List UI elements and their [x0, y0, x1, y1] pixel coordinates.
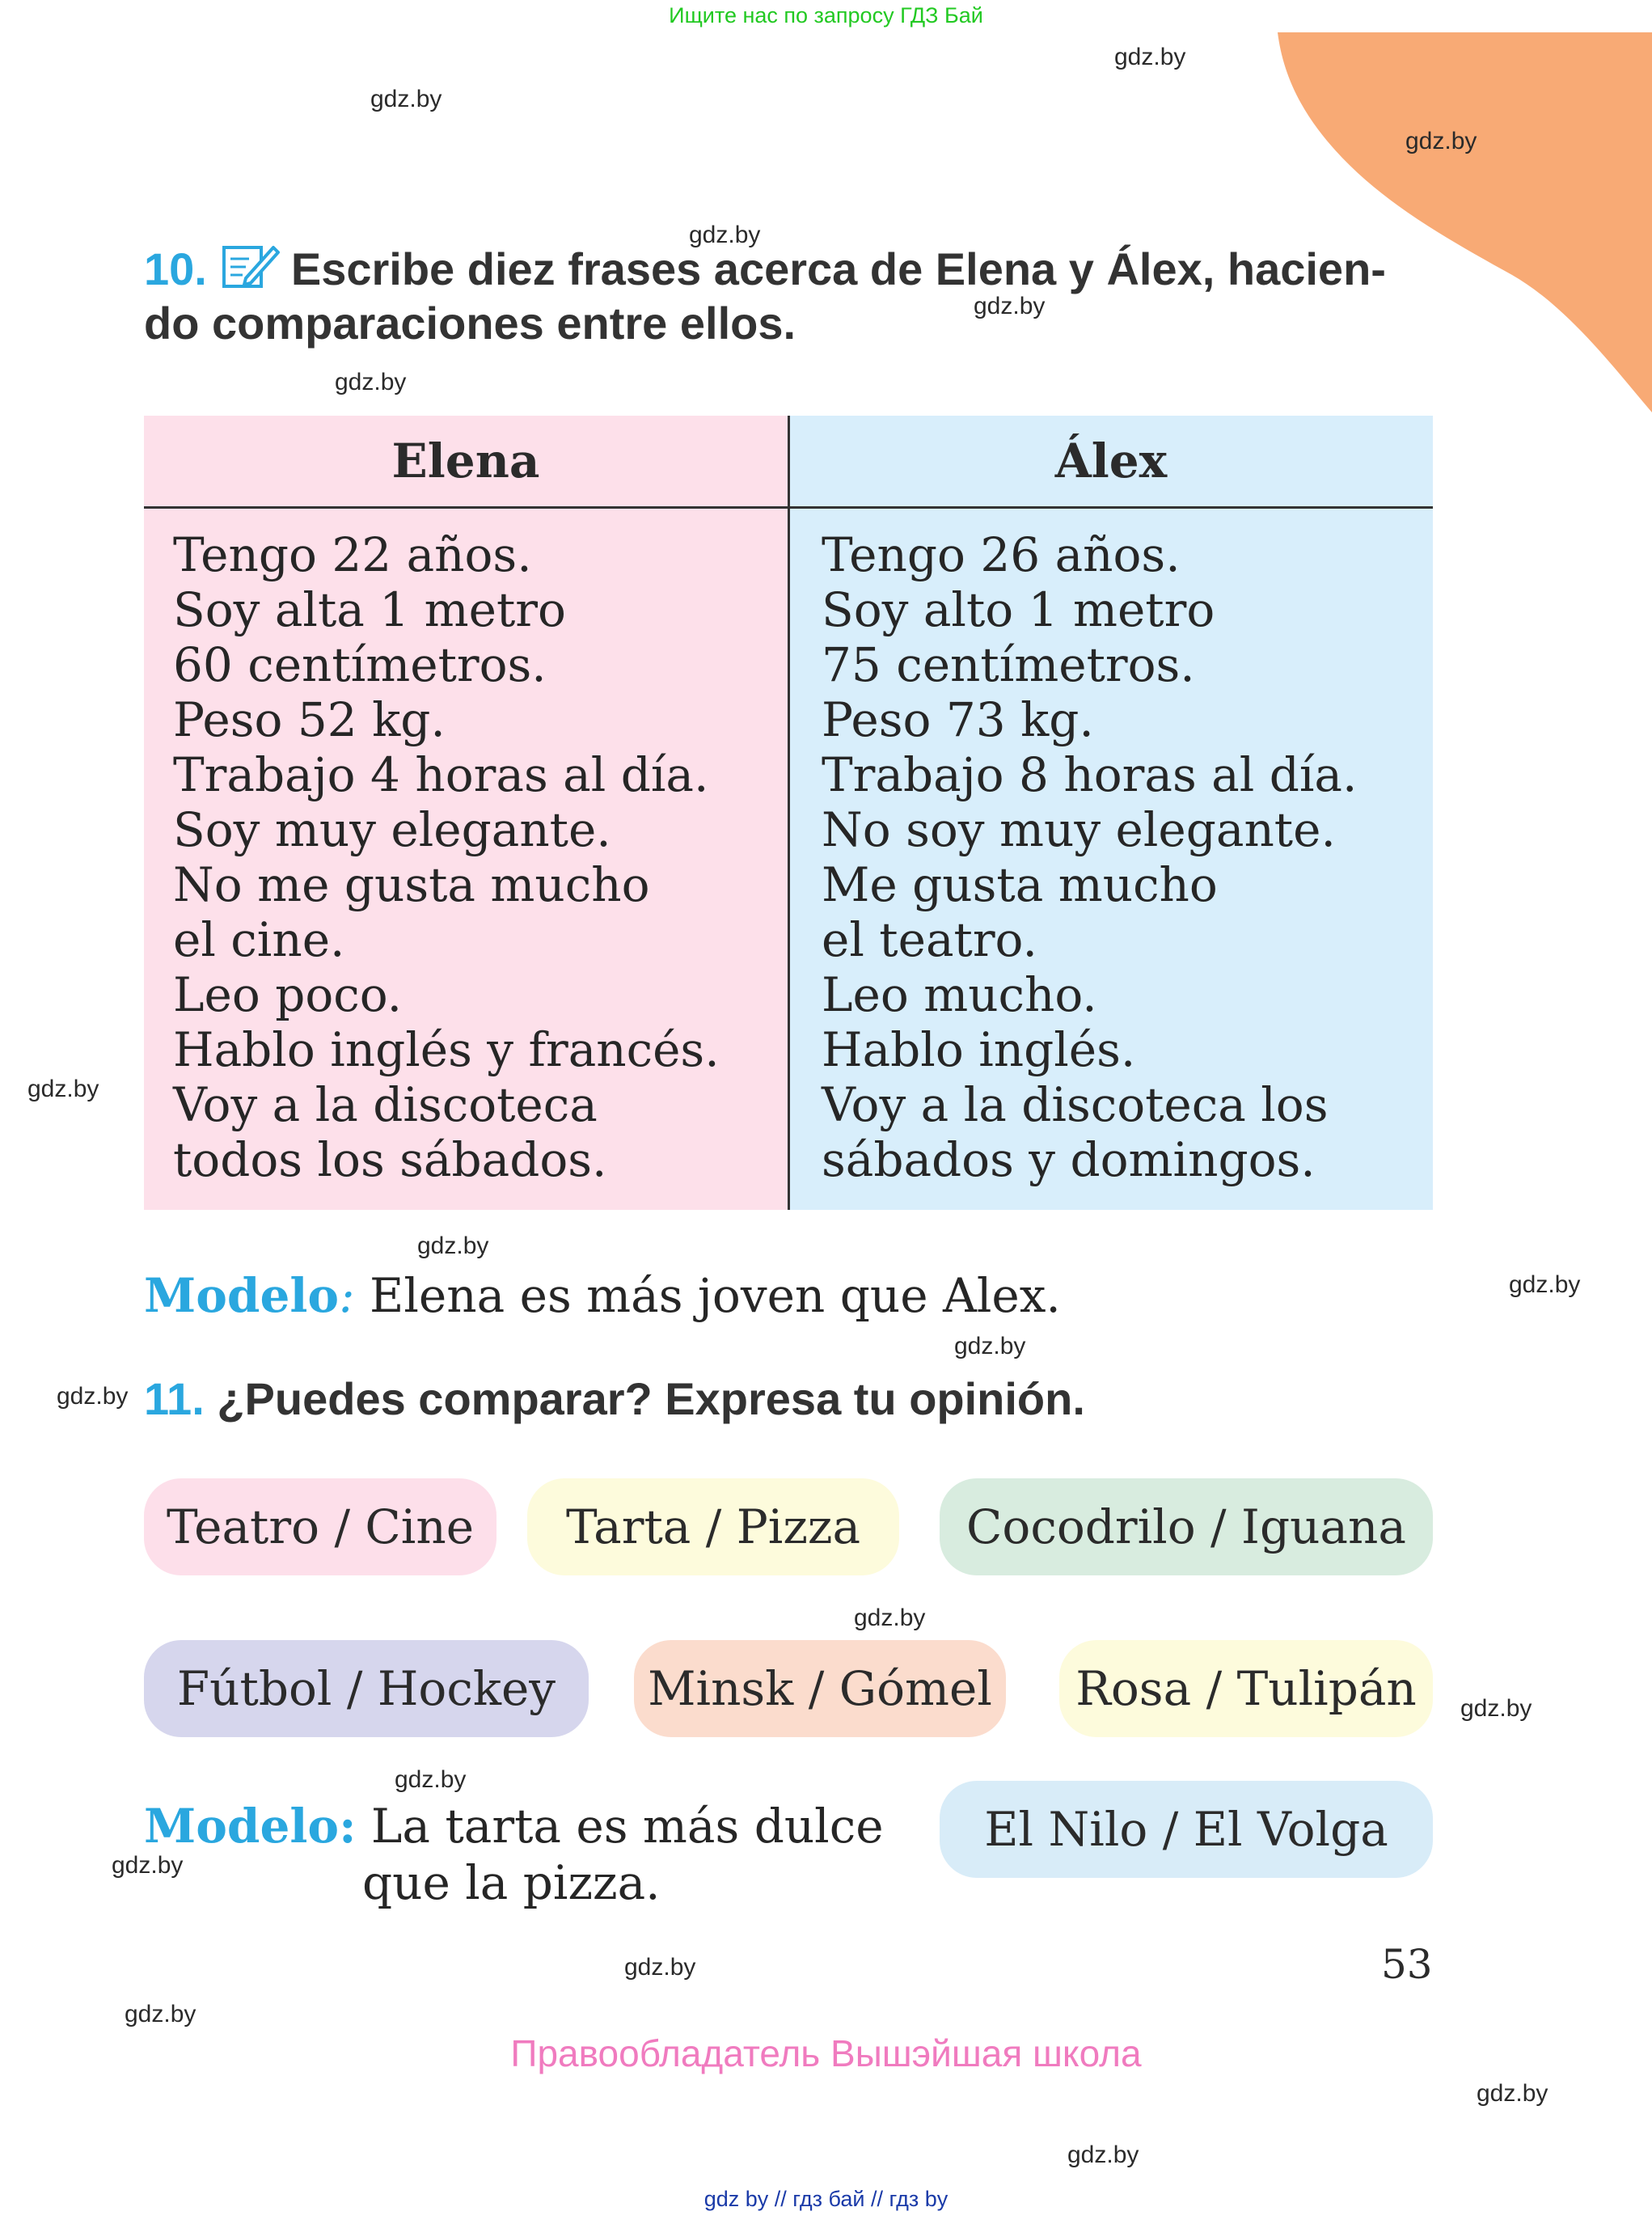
list-item: 60 centímetros. [173, 637, 547, 692]
alex-column [789, 416, 1433, 1210]
watermark: gdz.by [57, 1383, 129, 1410]
watermark: gdz.by [395, 1766, 467, 1793]
list-item: Me gusta mucho [822, 857, 1218, 912]
top-banner[interactable]: Ищите нас по запросу ГДЗ Бай [669, 3, 983, 27]
table-divider-horizontal [144, 506, 1433, 509]
list-item: Voy a la discoteca [173, 1077, 598, 1132]
watermark: gdz.by [1067, 2142, 1139, 2168]
exercise-10-text-line1: Escribe diez frases acerca de Elena y Álex, hacien- [290, 243, 1386, 294]
list-item: sábados y domingos. [822, 1132, 1316, 1187]
watermark: gdz.by [624, 1954, 696, 1981]
exercise-10-number: 10. [144, 243, 207, 294]
list-item: Hablo inglés y francés. [173, 1022, 720, 1077]
modelo-example-2 [144, 1799, 884, 1854]
exercise-11-text: ¿Puedes comparar? Expresa tu opinión. [217, 1373, 1085, 1424]
list-item: 75 centímetros. [822, 637, 1195, 692]
modelo-label: Modelo: [144, 1799, 357, 1854]
list-item: Leo poco. [173, 967, 403, 1022]
watermark: gdz.by [1460, 1695, 1532, 1722]
list-item: Tengo 22 años. [173, 527, 532, 582]
table-divider-vertical [788, 416, 790, 1210]
list-item: Leo mucho. [822, 967, 1097, 1022]
watermark: gdz.by [689, 222, 761, 248]
elena-column [144, 416, 788, 1210]
modelo-text-line2: que la pizza. [362, 1855, 661, 1910]
watermark: gdz.by [1509, 1271, 1581, 1298]
page-number: 53 [1381, 1941, 1433, 1988]
modelo-text: Elena es más joven que Alex. [354, 1268, 1061, 1323]
modelo-text-line1: La tarta es más dulce [356, 1799, 884, 1854]
list-item: Soy alto 1 metro [822, 582, 1215, 637]
elena-lines [173, 527, 720, 1187]
list-item: Peso 73 kg. [822, 692, 1094, 747]
exercise-11-title [144, 1372, 1085, 1427]
watermark: gdz.by [112, 1852, 184, 1879]
pill-teatro-cine: Teatro / Cine [144, 1478, 496, 1575]
watermark: gdz.by [370, 86, 442, 112]
pill-futbol-hockey: Fútbol / Hockey [144, 1640, 589, 1737]
list-item: Trabajo 8 horas al día. [822, 747, 1358, 802]
list-item: Hablo inglés. [822, 1022, 1136, 1077]
copyright-notice: Правообладатель Вышэйшая школа [510, 2032, 1142, 2074]
watermark: gdz.by [1405, 128, 1477, 154]
modelo-example-1 [144, 1268, 1061, 1323]
watermark: gdz.by [1114, 44, 1186, 70]
list-item: Trabajo 4 horas al día. [173, 747, 709, 802]
pill-tarta-pizza: Tarta / Pizza [527, 1478, 899, 1575]
elena-header: Elena [391, 433, 540, 488]
watermark: gdz.by [335, 369, 407, 395]
orange-corner-decoration [1278, 32, 1652, 421]
exercise-10-title-line1 [144, 241, 1386, 302]
list-item: el cine. [173, 912, 345, 967]
pill-minsk-gomel: Minsk / Gómel [634, 1640, 1006, 1737]
watermark: gdz.by [974, 293, 1046, 319]
list-item: Voy a la discoteca los [822, 1077, 1329, 1132]
list-item: No me gusta mucho [173, 857, 650, 912]
list-item: el teatro. [822, 912, 1037, 967]
watermark: gdz.by [1477, 2080, 1548, 2107]
exercise-10-text-line2: do comparaciones entre ellos. [144, 298, 796, 349]
watermark: gdz.by [125, 2001, 196, 2027]
modelo-label: Modelo [144, 1268, 340, 1323]
list-item: Soy muy elegante. [173, 802, 611, 857]
watermark: gdz.by [954, 1333, 1026, 1359]
pill-nilo-volga: El Nilo / El Volga [940, 1781, 1433, 1878]
comparison-table [144, 416, 1433, 1210]
exercise-11-number: 11. [144, 1373, 205, 1424]
list-item: todos los sábados. [173, 1132, 607, 1187]
alex-lines [822, 527, 1357, 1187]
watermark: gdz.by [854, 1605, 926, 1631]
alex-header: Álex [1054, 433, 1168, 488]
watermark: gdz.by [27, 1076, 99, 1102]
pencil-notepad-icon [222, 241, 280, 302]
list-item: Tengo 26 años. [822, 527, 1181, 582]
pill-rosa-tulipan: Rosa / Tulipán [1059, 1640, 1433, 1737]
pill-cocodrilo-iguana: Cocodrilo / Iguana [940, 1478, 1433, 1575]
list-item: Soy alta 1 metro [173, 582, 566, 637]
list-item: Peso 52 kg. [173, 692, 446, 747]
modelo-colon: : [339, 1268, 355, 1323]
footer-links[interactable]: gdz by // гдз бай // гдз by [703, 2187, 949, 2211]
list-item: No soy muy elegante. [822, 802, 1336, 857]
watermark: gdz.by [417, 1233, 489, 1259]
